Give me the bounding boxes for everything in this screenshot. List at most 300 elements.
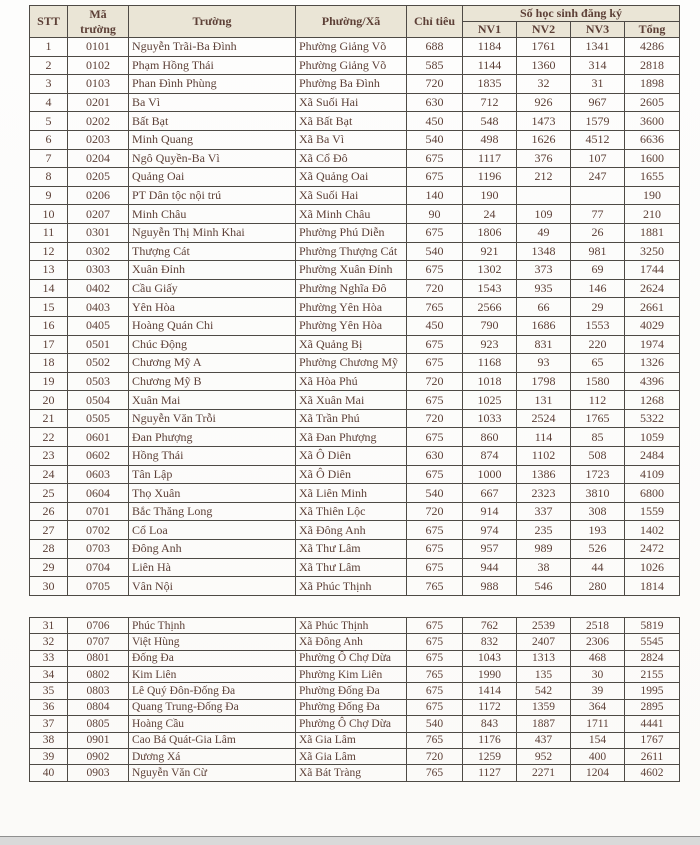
truong-cell: Xuân Mai <box>129 391 296 410</box>
nv2-cell: 212 <box>517 168 571 187</box>
stt-cell: 24 <box>30 465 68 484</box>
truong-cell: Bất Bạt <box>129 112 296 131</box>
ma-truong-cell: 0703 <box>68 540 129 559</box>
truong-cell: Hồng Thái <box>129 447 296 466</box>
nv3-cell: 65 <box>571 354 625 373</box>
nv2-cell: 542 <box>517 683 571 699</box>
ma-truong-cell: 0402 <box>68 279 129 298</box>
nv2-cell: 2407 <box>517 634 571 650</box>
nv1-cell: 914 <box>463 502 517 521</box>
table-row <box>30 112 680 131</box>
stt-cell: 12 <box>30 242 68 261</box>
stt-cell: 34 <box>30 666 68 682</box>
tong-cell: 1059 <box>625 428 680 447</box>
chi-tieu-cell: 675 <box>407 699 463 715</box>
truong-cell: Thọ Xuân <box>129 484 296 503</box>
nv1-cell: 874 <box>463 447 517 466</box>
truong-cell: Quảng Oai <box>129 168 296 187</box>
phuong-xa-cell: Phường Giảng Võ <box>296 38 407 57</box>
table-row <box>30 223 680 242</box>
phuong-xa-cell: Phường Đống Đa <box>296 683 407 699</box>
stt-cell: 10 <box>30 205 68 224</box>
nv2-cell: 337 <box>517 502 571 521</box>
chi-tieu-cell: 765 <box>407 666 463 682</box>
ma-truong-cell: 0501 <box>68 335 129 354</box>
truong-cell: PT Dân tộc nội trú <box>129 186 296 205</box>
stt-cell: 32 <box>30 634 68 650</box>
nv2-cell: 926 <box>517 93 571 112</box>
nv1-cell: 1990 <box>463 666 517 682</box>
nv1-cell: 921 <box>463 242 517 261</box>
ma-truong-cell: 0205 <box>68 168 129 187</box>
nv1-cell: 1168 <box>463 354 517 373</box>
table-row <box>30 391 680 410</box>
nv3-cell: 112 <box>571 391 625 410</box>
nv3-cell: 77 <box>571 205 625 224</box>
phuong-xa-cell: Xã Liên Minh <box>296 484 407 503</box>
nv2-cell: 38 <box>517 558 571 577</box>
nv1-cell: 1033 <box>463 409 517 428</box>
nv1-cell: 1043 <box>463 650 517 666</box>
table-row <box>30 130 680 149</box>
tong-cell: 2484 <box>625 447 680 466</box>
table-row <box>30 205 680 224</box>
tong-cell: 5545 <box>625 634 680 650</box>
tong-cell: 5322 <box>625 409 680 428</box>
stt-cell: 16 <box>30 316 68 335</box>
nv2-cell: 1761 <box>517 38 571 57</box>
stt-cell: 35 <box>30 683 68 699</box>
nv2-cell: 437 <box>517 732 571 748</box>
nv1-cell: 988 <box>463 577 517 596</box>
nv1-cell: 1543 <box>463 279 517 298</box>
stt-cell: 22 <box>30 428 68 447</box>
nv1-cell: 548 <box>463 112 517 131</box>
chi-tieu-cell: 688 <box>407 38 463 57</box>
phuong-xa-cell: Xã Ba Vì <box>296 130 407 149</box>
nv2-cell: 1887 <box>517 716 571 732</box>
truong-cell: Lê Quý Đôn-Đống Đa <box>129 683 296 699</box>
phuong-xa-cell: Xã Cổ Đô <box>296 149 407 168</box>
truong-cell: Hoàng Quán Chi <box>129 316 296 335</box>
chi-tieu-cell: 675 <box>407 521 463 540</box>
nv3-cell: 508 <box>571 447 625 466</box>
ma-truong-cell: 0801 <box>68 650 129 666</box>
phuong-xa-cell: Xã Trần Phú <box>296 409 407 428</box>
tong-cell: 1898 <box>625 75 680 94</box>
table-row <box>30 409 680 428</box>
phuong-xa-cell: Phường Ba Đình <box>296 75 407 94</box>
ma-truong-cell: 0502 <box>68 354 129 373</box>
nv3-cell: 85 <box>571 428 625 447</box>
nv2-cell: 1313 <box>517 650 571 666</box>
table-row <box>30 75 680 94</box>
next-section-edge <box>0 836 700 845</box>
chi-tieu-cell: 675 <box>407 465 463 484</box>
header-tong: Tổng <box>625 22 680 38</box>
chi-tieu-cell: 675 <box>407 149 463 168</box>
header-stt: STT <box>30 6 68 38</box>
ma-truong-cell: 0601 <box>68 428 129 447</box>
table-row <box>30 540 680 559</box>
stt-cell: 27 <box>30 521 68 540</box>
ma-truong-cell: 0705 <box>68 577 129 596</box>
ma-truong-cell: 0603 <box>68 465 129 484</box>
nv2-cell: 1348 <box>517 242 571 261</box>
admission-table-part-2 <box>29 617 680 782</box>
table-row <box>30 335 680 354</box>
tong-cell: 1655 <box>625 168 680 187</box>
tong-cell: 1995 <box>625 683 680 699</box>
truong-cell: Minh Châu <box>129 205 296 224</box>
table-row <box>30 558 680 577</box>
truong-cell: Nguyễn Thị Minh Khai <box>129 223 296 242</box>
nv1-cell: 498 <box>463 130 517 149</box>
phuong-xa-cell: Phường Phú Diễn <box>296 223 407 242</box>
truong-cell: Thượng Cát <box>129 242 296 261</box>
chi-tieu-cell: 585 <box>407 56 463 75</box>
phuong-xa-cell: Xã Thư Lâm <box>296 558 407 577</box>
truong-cell: Nguyễn Trãi-Ba Đình <box>129 38 296 57</box>
table-row <box>30 748 680 764</box>
nv2-cell: 1626 <box>517 130 571 149</box>
chi-tieu-cell: 540 <box>407 484 463 503</box>
stt-cell: 3 <box>30 75 68 94</box>
nv2-cell: 1686 <box>517 316 571 335</box>
truong-cell: Minh Quang <box>129 130 296 149</box>
nv3-cell: 3810 <box>571 484 625 503</box>
table-row <box>30 683 680 699</box>
nv3-cell: 1341 <box>571 38 625 57</box>
ma-truong-cell: 0604 <box>68 484 129 503</box>
stt-cell: 40 <box>30 765 68 781</box>
ma-truong-cell: 0202 <box>68 112 129 131</box>
admission-table-part-1 <box>29 5 680 596</box>
nv1-cell: 1835 <box>463 75 517 94</box>
truong-cell: Yên Hòa <box>129 298 296 317</box>
phuong-xa-cell: Xã Quảng Oai <box>296 168 407 187</box>
chi-tieu-cell: 540 <box>407 242 463 261</box>
phuong-xa-cell: Phường Thượng Cát <box>296 242 407 261</box>
truong-cell: Liên Hà <box>129 558 296 577</box>
nv1-cell: 790 <box>463 316 517 335</box>
nv2-cell: 93 <box>517 354 571 373</box>
table-row <box>30 577 680 596</box>
table-row <box>30 521 680 540</box>
truong-cell: Cổ Loa <box>129 521 296 540</box>
tong-cell: 1974 <box>625 335 680 354</box>
nv3-cell: 400 <box>571 748 625 764</box>
chi-tieu-cell: 765 <box>407 577 463 596</box>
stt-cell: 9 <box>30 186 68 205</box>
nv1-cell: 1302 <box>463 261 517 280</box>
tong-cell: 2155 <box>625 666 680 682</box>
nv3-cell: 4512 <box>571 130 625 149</box>
truong-cell: Chương Mỹ A <box>129 354 296 373</box>
tong-cell: 4029 <box>625 316 680 335</box>
chi-tieu-cell: 630 <box>407 447 463 466</box>
chi-tieu-cell: 630 <box>407 93 463 112</box>
truong-cell: Ba Vì <box>129 93 296 112</box>
table-row <box>30 168 680 187</box>
truong-cell: Tân Lập <box>129 465 296 484</box>
chi-tieu-cell: 675 <box>407 223 463 242</box>
nv2-cell: 1473 <box>517 112 571 131</box>
chi-tieu-cell: 720 <box>407 279 463 298</box>
table-row <box>30 316 680 335</box>
nv3-cell: 967 <box>571 93 625 112</box>
nv2-cell: 989 <box>517 540 571 559</box>
stt-cell: 5 <box>30 112 68 131</box>
nv3-cell: 107 <box>571 149 625 168</box>
stt-cell: 20 <box>30 391 68 410</box>
table-row <box>30 634 680 650</box>
nv2-cell: 376 <box>517 149 571 168</box>
chi-tieu-cell: 675 <box>407 261 463 280</box>
nv3-cell: 193 <box>571 521 625 540</box>
nv2-cell: 831 <box>517 335 571 354</box>
nv1-cell: 1127 <box>463 765 517 781</box>
stt-cell: 19 <box>30 372 68 391</box>
chi-tieu-cell: 675 <box>407 168 463 187</box>
ma-truong-cell: 0303 <box>68 261 129 280</box>
stt-cell: 17 <box>30 335 68 354</box>
nv3-cell: 308 <box>571 502 625 521</box>
ma-truong-cell: 0701 <box>68 502 129 521</box>
truong-cell: Đông Anh <box>129 540 296 559</box>
phuong-xa-cell: Xã Đông Anh <box>296 521 407 540</box>
stt-cell: 33 <box>30 650 68 666</box>
phuong-xa-cell: Phường Ô Chợ Dừa <box>296 650 407 666</box>
nv2-cell: 66 <box>517 298 571 317</box>
tong-cell: 1881 <box>625 223 680 242</box>
nv2-cell: 2323 <box>517 484 571 503</box>
stt-cell: 28 <box>30 540 68 559</box>
chi-tieu-cell: 540 <box>407 716 463 732</box>
tong-cell: 4109 <box>625 465 680 484</box>
nv1-cell: 190 <box>463 186 517 205</box>
ma-truong-cell: 0706 <box>68 617 129 633</box>
nv1-cell: 762 <box>463 617 517 633</box>
nv2-cell <box>517 186 571 205</box>
phuong-xa-cell: Xã Phúc Thịnh <box>296 617 407 633</box>
stt-cell: 18 <box>30 354 68 373</box>
chi-tieu-cell: 675 <box>407 683 463 699</box>
chi-tieu-cell: 675 <box>407 558 463 577</box>
stt-cell: 7 <box>30 149 68 168</box>
nv3-cell: 280 <box>571 577 625 596</box>
nv2-cell: 114 <box>517 428 571 447</box>
tong-cell: 5819 <box>625 617 680 633</box>
tong-cell: 4396 <box>625 372 680 391</box>
stt-cell: 14 <box>30 279 68 298</box>
table-row <box>30 261 680 280</box>
tong-cell: 2895 <box>625 699 680 715</box>
nv2-cell: 2539 <box>517 617 571 633</box>
nv1-cell: 944 <box>463 558 517 577</box>
chi-tieu-cell: 675 <box>407 428 463 447</box>
ma-truong-cell: 0805 <box>68 716 129 732</box>
stt-cell: 11 <box>30 223 68 242</box>
nv3-cell: 44 <box>571 558 625 577</box>
phuong-xa-cell: Phường Yên Hòa <box>296 298 407 317</box>
chi-tieu-cell: 90 <box>407 205 463 224</box>
ma-truong-cell: 0405 <box>68 316 129 335</box>
table-row <box>30 56 680 75</box>
truong-cell: Phạm Hồng Thái <box>129 56 296 75</box>
tong-cell: 1814 <box>625 577 680 596</box>
table-header <box>30 6 680 38</box>
nv2-cell: 1386 <box>517 465 571 484</box>
tong-cell: 1026 <box>625 558 680 577</box>
nv3-cell: 526 <box>571 540 625 559</box>
phuong-xa-cell: Xã Phúc Thịnh <box>296 577 407 596</box>
nv3-cell: 39 <box>571 683 625 699</box>
nv2-cell: 131 <box>517 391 571 410</box>
phuong-xa-cell: Xã Suối Hai <box>296 93 407 112</box>
ma-truong-cell: 0101 <box>68 38 129 57</box>
table-row <box>30 666 680 682</box>
tong-cell: 3600 <box>625 112 680 131</box>
table-row <box>30 484 680 503</box>
chi-tieu-cell: 540 <box>407 130 463 149</box>
tong-cell: 2605 <box>625 93 680 112</box>
nv2-cell: 109 <box>517 205 571 224</box>
nv3-cell: 1711 <box>571 716 625 732</box>
tong-cell: 2624 <box>625 279 680 298</box>
nv1-cell: 957 <box>463 540 517 559</box>
header-truong: Trường <box>129 6 296 38</box>
nv1-cell: 1259 <box>463 748 517 764</box>
phuong-xa-cell: Xã Gia Lâm <box>296 732 407 748</box>
nv2-cell: 546 <box>517 577 571 596</box>
chi-tieu-cell: 450 <box>407 316 463 335</box>
truong-cell: Vân Nội <box>129 577 296 596</box>
phuong-xa-cell: Xã Thiên Lộc <box>296 502 407 521</box>
nv3-cell: 1553 <box>571 316 625 335</box>
ma-truong-cell: 0804 <box>68 699 129 715</box>
ma-truong-cell: 0201 <box>68 93 129 112</box>
phuong-xa-cell: Phường Yên Hòa <box>296 316 407 335</box>
chi-tieu-cell: 675 <box>407 391 463 410</box>
phuong-xa-cell: Xã Bất Bạt <box>296 112 407 131</box>
nv3-cell: 2518 <box>571 617 625 633</box>
chi-tieu-cell: 765 <box>407 732 463 748</box>
nv3-cell: 1580 <box>571 372 625 391</box>
nv3-cell: 1723 <box>571 465 625 484</box>
nv3-cell: 2306 <box>571 634 625 650</box>
table-body-part-1 <box>30 38 680 596</box>
truong-cell: Việt Hùng <box>129 634 296 650</box>
nv2-cell: 1798 <box>517 372 571 391</box>
phuong-xa-cell: Xã Bát Tràng <box>296 765 407 781</box>
nv3-cell <box>571 186 625 205</box>
nv3-cell: 1765 <box>571 409 625 428</box>
nv1-cell: 1172 <box>463 699 517 715</box>
truong-cell: Đan Phượng <box>129 428 296 447</box>
tong-cell: 1767 <box>625 732 680 748</box>
ma-truong-cell: 0503 <box>68 372 129 391</box>
nv2-cell: 373 <box>517 261 571 280</box>
nv3-cell: 154 <box>571 732 625 748</box>
phuong-xa-cell: Phường Ô Chợ Dừa <box>296 716 407 732</box>
nv3-cell: 468 <box>571 650 625 666</box>
header-phuong-xa: Phường/Xã <box>296 6 407 38</box>
nv3-cell: 30 <box>571 666 625 682</box>
tong-cell: 210 <box>625 205 680 224</box>
header-chi-tieu: Chỉ tiêu <box>407 6 463 38</box>
chi-tieu-cell: 140 <box>407 186 463 205</box>
tong-cell: 2824 <box>625 650 680 666</box>
ma-truong-cell: 0204 <box>68 149 129 168</box>
stt-cell: 25 <box>30 484 68 503</box>
table-row <box>30 186 680 205</box>
nv1-cell: 1000 <box>463 465 517 484</box>
ma-truong-cell: 0802 <box>68 666 129 682</box>
phuong-xa-cell: Xã Xuân Mai <box>296 391 407 410</box>
tong-cell: 3250 <box>625 242 680 261</box>
nv3-cell: 364 <box>571 699 625 715</box>
stt-cell: 8 <box>30 168 68 187</box>
truong-cell: Ngô Quyền-Ba Vì <box>129 149 296 168</box>
nv2-cell: 2524 <box>517 409 571 428</box>
stt-cell: 15 <box>30 298 68 317</box>
phuong-xa-cell: Xã Quảng Bị <box>296 335 407 354</box>
tong-cell: 1744 <box>625 261 680 280</box>
chi-tieu-cell: 720 <box>407 502 463 521</box>
table-row <box>30 372 680 391</box>
nv1-cell: 832 <box>463 634 517 650</box>
table-row <box>30 428 680 447</box>
truong-cell: Nguyễn Văn Cừ <box>129 765 296 781</box>
truong-cell: Xuân Đỉnh <box>129 261 296 280</box>
chi-tieu-cell: 765 <box>407 298 463 317</box>
nv3-cell: 29 <box>571 298 625 317</box>
tong-cell: 6636 <box>625 130 680 149</box>
tong-cell: 2818 <box>625 56 680 75</box>
nv1-cell: 1176 <box>463 732 517 748</box>
truong-cell: Phúc Thịnh <box>129 617 296 633</box>
header-nv2: NV2 <box>517 22 571 38</box>
ma-truong-cell: 0901 <box>68 732 129 748</box>
stt-cell: 6 <box>30 130 68 149</box>
nv3-cell: 1579 <box>571 112 625 131</box>
nv1-cell: 1806 <box>463 223 517 242</box>
chi-tieu-cell: 720 <box>407 748 463 764</box>
phuong-xa-cell: Xã Ô Diên <box>296 465 407 484</box>
nv2-cell: 32 <box>517 75 571 94</box>
header-nv3: NV3 <box>571 22 625 38</box>
truong-cell: Bắc Thăng Long <box>129 502 296 521</box>
chi-tieu-cell: 675 <box>407 540 463 559</box>
truong-cell: Nguyễn Văn Trỗi <box>129 409 296 428</box>
nv1-cell: 1117 <box>463 149 517 168</box>
header-row-1 <box>30 6 680 22</box>
truong-cell: Đống Đa <box>129 650 296 666</box>
nv2-cell: 1360 <box>517 56 571 75</box>
nv2-cell: 49 <box>517 223 571 242</box>
chi-tieu-cell: 720 <box>407 372 463 391</box>
ma-truong-cell: 0707 <box>68 634 129 650</box>
table-body-part-2 <box>30 617 680 781</box>
nv3-cell: 69 <box>571 261 625 280</box>
stt-cell: 4 <box>30 93 68 112</box>
stt-cell: 23 <box>30 447 68 466</box>
truong-cell: Cao Bá Quát-Gia Lâm <box>129 732 296 748</box>
stt-cell: 2 <box>30 56 68 75</box>
ma-truong-cell: 0206 <box>68 186 129 205</box>
nv2-cell: 2271 <box>517 765 571 781</box>
